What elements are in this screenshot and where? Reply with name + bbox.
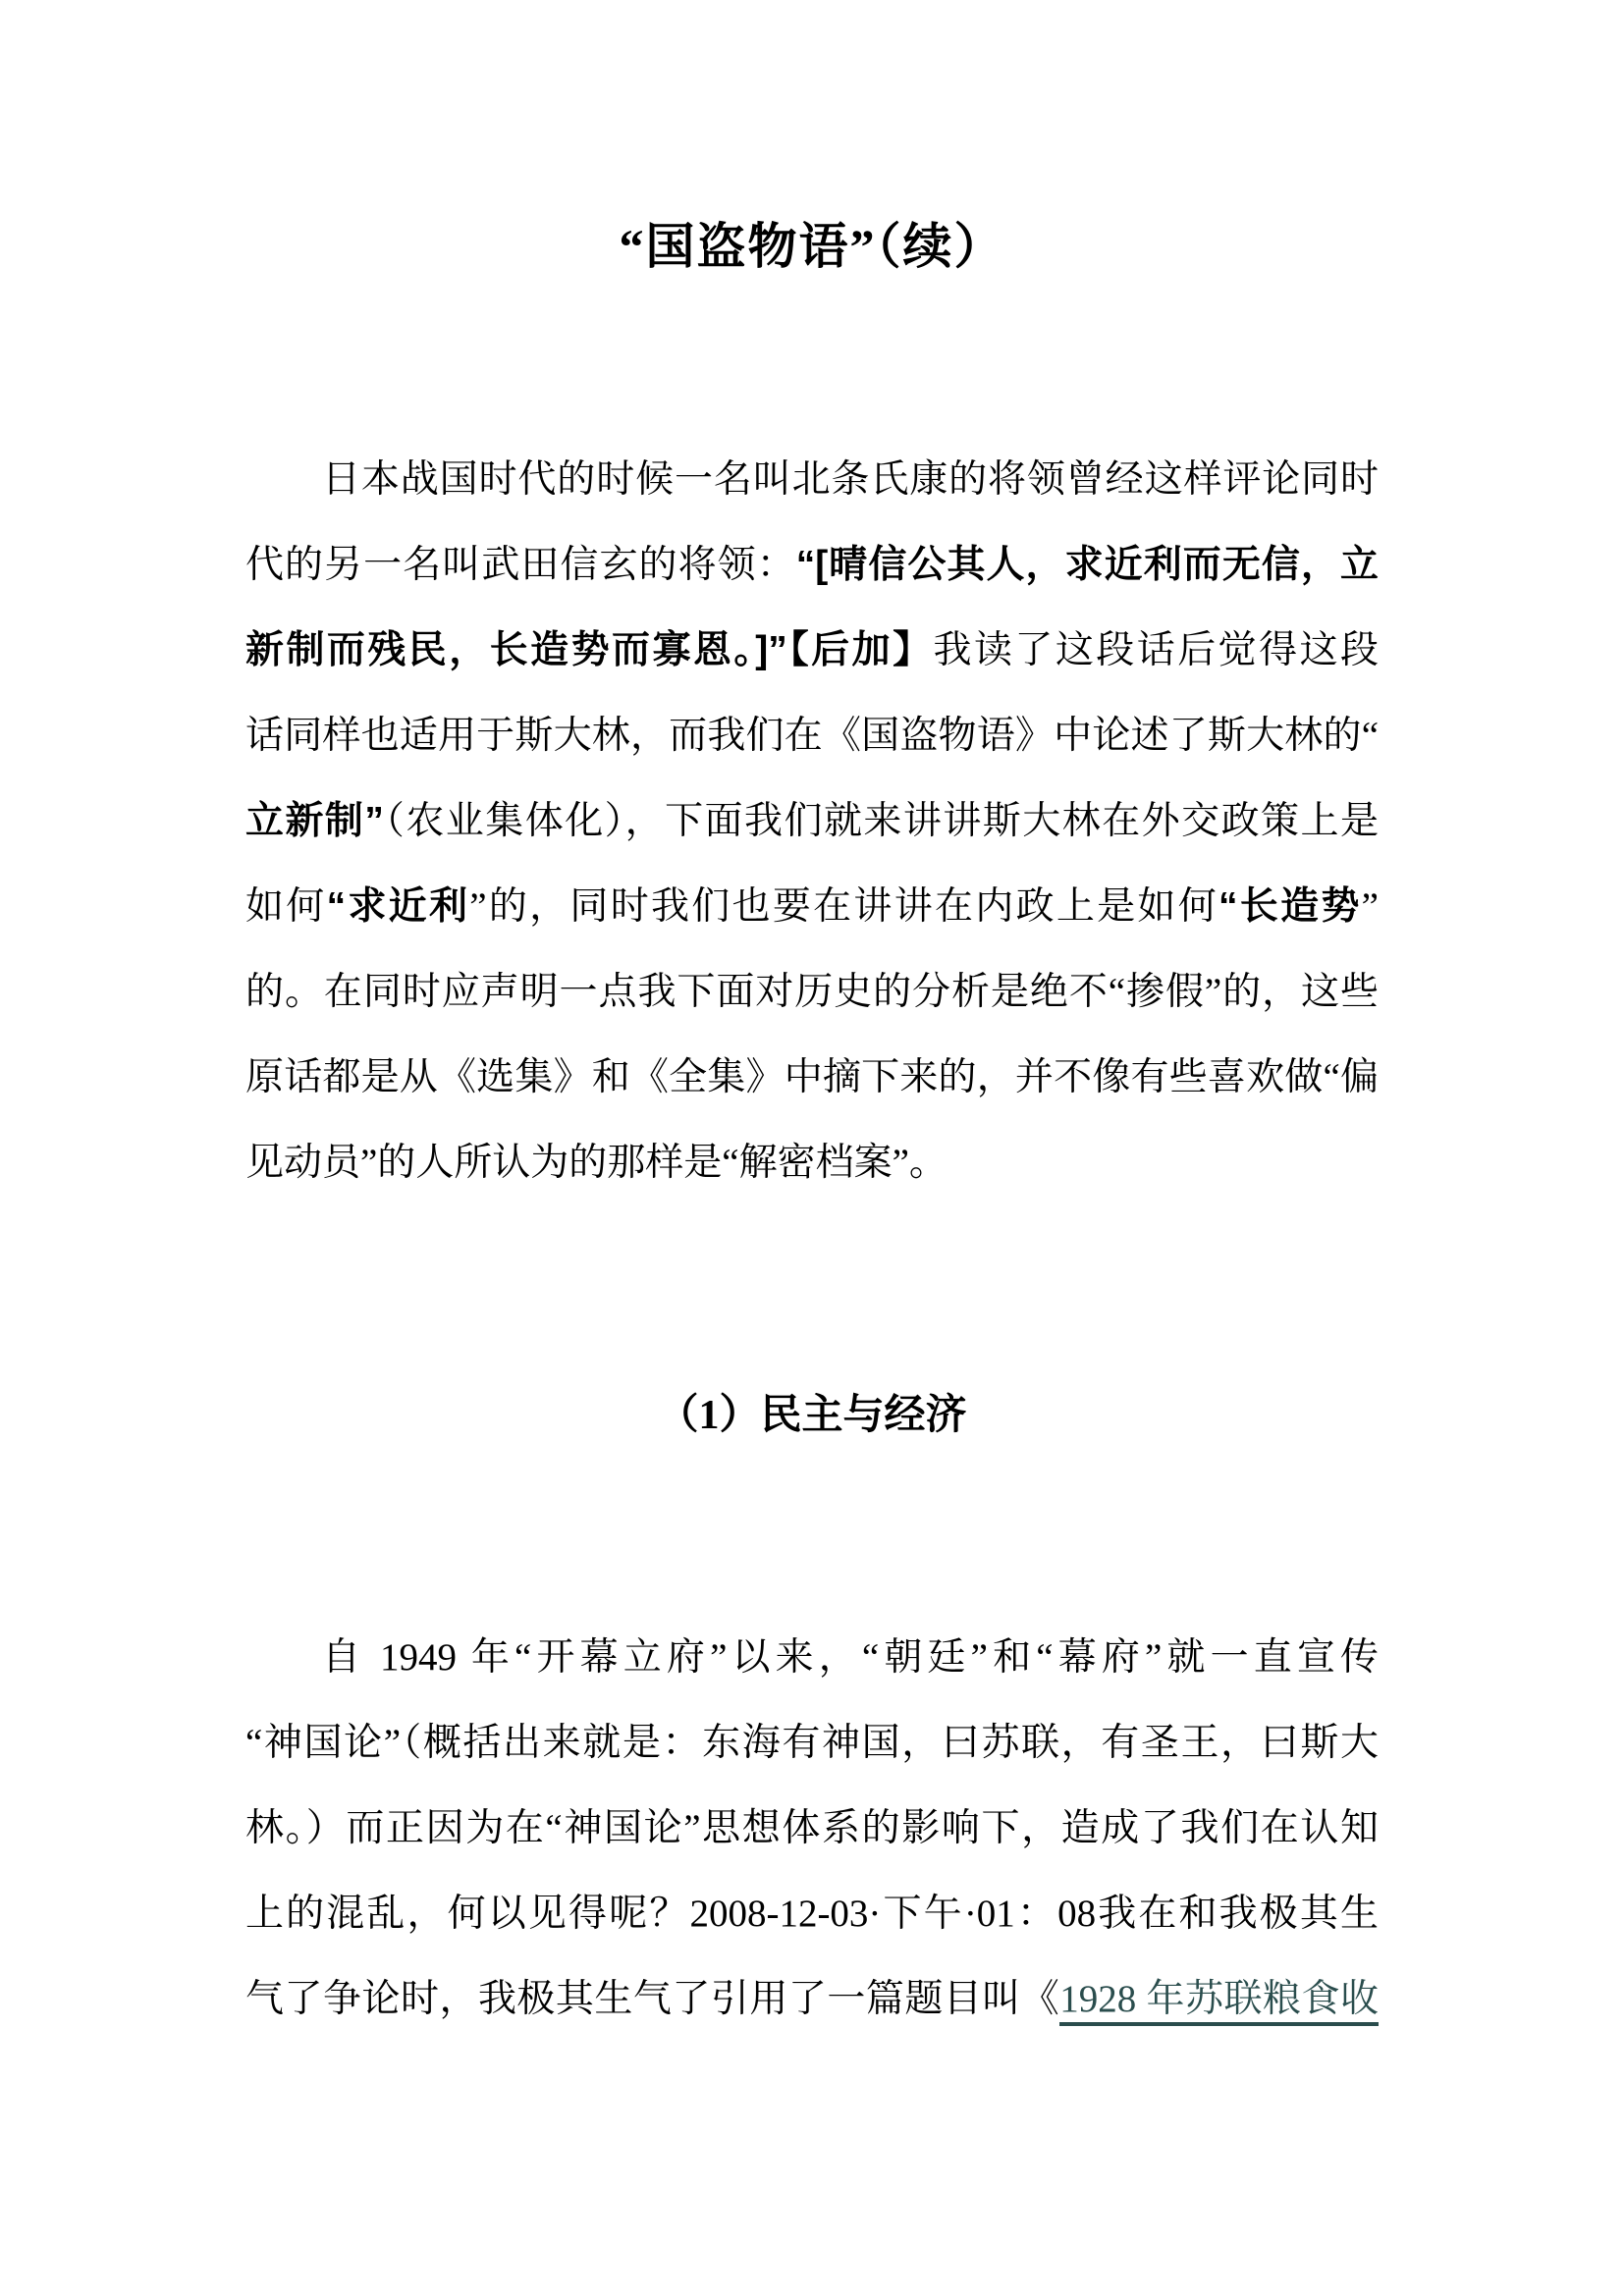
text-run: ”的，同时我们也要在讲讲在内政上是如何 [469, 885, 1219, 928]
bold-text-run: “求近利 [326, 885, 470, 928]
text-run: 见动员”的人所认为的那样是“解密档案”。 [245, 1142, 947, 1184]
text-line [245, 693, 1379, 778]
text-run: “神国论”（概括出来就是：东海有神国，曰苏联，有圣王，曰斯大 [245, 1722, 1379, 1764]
document-content [245, 0, 1379, 2042]
text-run: 话同样也适用于斯大林，而我们在《国盗物语》中论述了斯大林的“ [245, 715, 1379, 757]
text-line [245, 778, 1379, 864]
bold-text-run: “[晴信公其人，求近利而无信，立 [795, 544, 1379, 586]
text-run: 我读了这段话后觉得这段 [933, 629, 1379, 671]
text-line [245, 1700, 1379, 1786]
text-run: 上的混乱，何以见得呢？2008-12-03·下午·01：08我在和我极其生 [245, 1893, 1379, 1935]
text-line [245, 522, 1379, 608]
text-line [245, 1956, 1379, 2042]
text-line [245, 1615, 1379, 1700]
text-run: 的。在同时应声明一点我下面对历史的分析是绝不“掺假”的，这些 [245, 971, 1379, 1013]
text-run: 代的另一名叫武田信玄的将领： [245, 544, 796, 586]
text-run: 自 1949 年“开幕立府”以来，“朝廷”和“幕府”就一直宣传 [322, 1636, 1379, 1679]
paragraph-1 [245, 437, 1379, 1205]
paragraph-2 [245, 1615, 1379, 2042]
bold-text-run: “长造势 [1218, 885, 1362, 928]
text-line [245, 1786, 1379, 1871]
text-run: 日本战国时代的时候一名叫北条氏康的将领曾经这样评论同时 [322, 458, 1379, 501]
document-title: “国盗物语”（续） [619, 219, 1005, 274]
text-line [245, 1120, 1379, 1205]
text-line [245, 437, 1379, 522]
text-line [245, 1035, 1379, 1120]
text-line [245, 864, 1379, 949]
bold-text-run: 新制而残民，长造势而寡恩。]”【后加】 [245, 629, 934, 671]
text-run: 林。）而正因为在“神国论”思想体系的影响下，造成了我们在认知 [245, 1807, 1379, 1849]
text-line [245, 949, 1379, 1035]
text-run: 如何 [245, 885, 327, 928]
text-run: （农业集体化），下面我们就来讲讲斯大林在外交政策上是 [383, 800, 1379, 842]
bold-text-run: 立新制” [245, 800, 384, 842]
hyperlink-1928-soviet-grain[interactable]: 1928 年苏联粮食收 [1059, 1978, 1379, 2026]
text-run: 气了争论时，我极其生气了引用了一篇题目叫《 [245, 1978, 1060, 2020]
text-line [245, 608, 1379, 693]
text-line [245, 1871, 1379, 1956]
text-run: ” [1361, 885, 1379, 928]
section-heading: （1）民主与经济 [657, 1393, 967, 1438]
text-run: 原话都是从《选集》和《全集》中摘下来的，并不像有些喜欢做“偏 [245, 1056, 1379, 1098]
